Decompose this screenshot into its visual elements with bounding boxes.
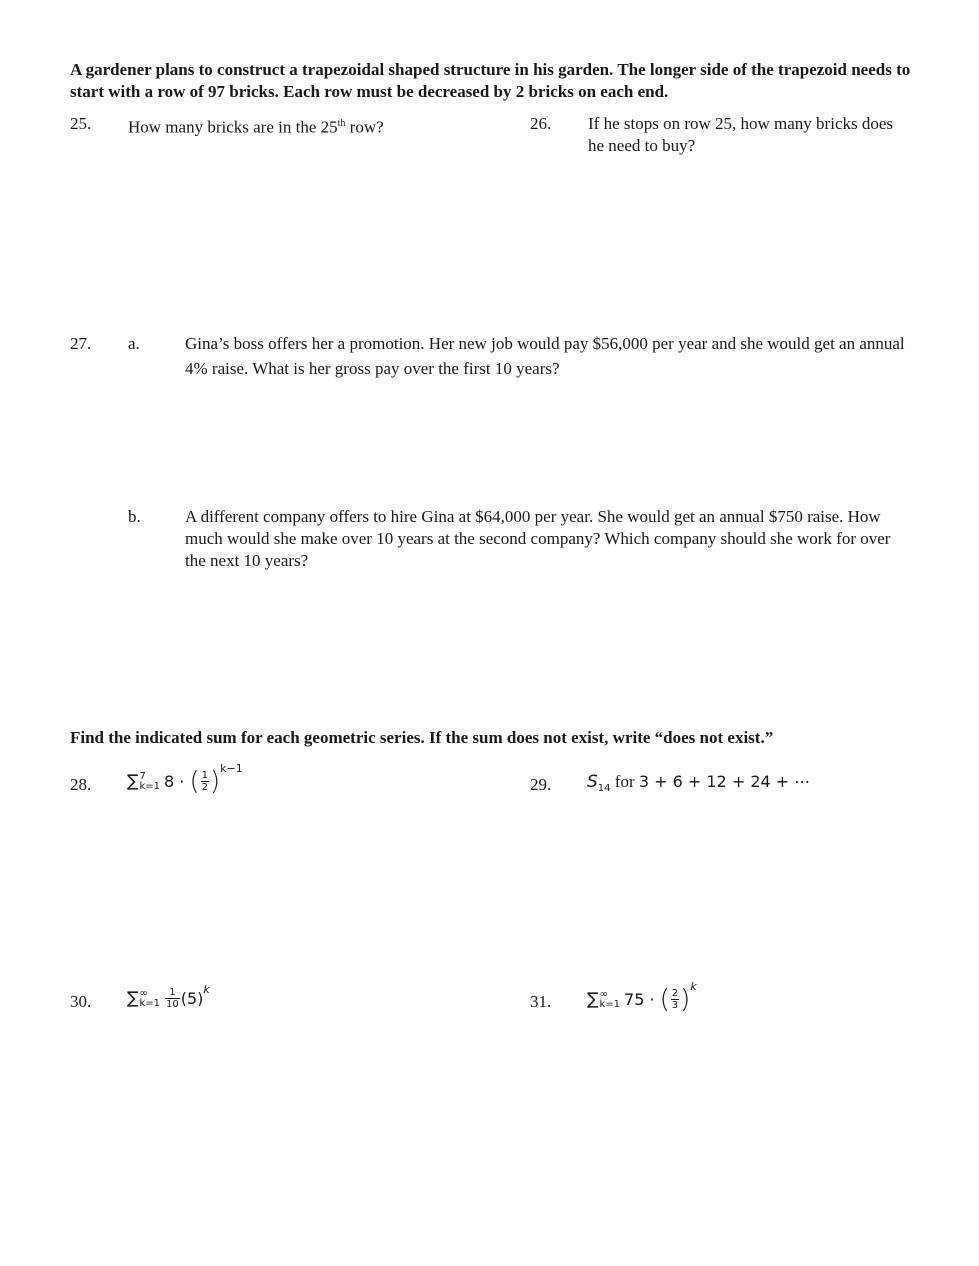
question-27b-text: A different company offers to hire Gina at $64,000 per year. She would get an annual $750 raise. How much would she make over 10 years at the second company? Which company should she work for over the next 10 years?	[185, 507, 891, 570]
q30-frac-den: 10	[166, 999, 179, 1010]
q31-lower-limit: k=1	[599, 998, 621, 1010]
question-26-number: 26.	[530, 114, 552, 133]
q28-exponent: k−1	[220, 762, 243, 775]
gardener-intro: A gardener plans to construct a trapezoidal shaped structure in his garden. The longer side of the trapezoid needs to start with a row of 97 bricks. Each row must be decreased by 2 bricks on each end.	[70, 60, 911, 101]
question-25-text	[128, 113, 498, 139]
question-27-number: 27.	[70, 334, 92, 353]
q29-s-subscript: 14	[597, 783, 611, 794]
q31-coefficient: 75 ·	[624, 990, 655, 1009]
question-30-expression	[127, 983, 210, 1010]
q28-frac-num: 1	[201, 770, 208, 781]
question-29-expression	[587, 772, 810, 794]
question-30-number: 30.	[70, 992, 92, 1011]
question-28-expression: ∑ 7 k=1 8 · ( $\frac{1}{2}$ )$^{k-1}$	[127, 762, 243, 797]
question-28-number: 28.	[70, 775, 92, 794]
question-27b-label: b.	[128, 507, 141, 526]
question-26-text: If he stops on row 25, how many bricks does he need to buy?	[588, 114, 894, 155]
q28-lower-limit: k=1	[139, 780, 161, 792]
q25-text-before: How many bricks are in the 25	[128, 117, 338, 137]
sigma-symbol: ∑	[587, 989, 599, 1010]
q31-exponent: k	[690, 980, 697, 993]
q28-upper-limit: 7	[139, 770, 146, 782]
question-31-number: 31.	[530, 992, 552, 1011]
question-31-expression: ∑ ∞ k=1 75 · ( $\frac{2}{3}$ )$^k$	[587, 980, 697, 1015]
q25-text-after: row?	[345, 117, 384, 137]
q29-s-symbol: S	[587, 772, 598, 792]
q28-coefficient: 8 ·	[164, 772, 185, 791]
question-27a-text: Gina’s boss offers her a promotion. Her new job would pay $56,000 per year and she would get an annual 4% raise. What is her gross pay over the first 10 years?	[185, 334, 905, 378]
sigma-symbol: ∑	[127, 771, 139, 792]
q30-lower-limit: k=1	[139, 997, 161, 1009]
question-27a-label: a.	[128, 334, 140, 353]
q29-series: 3 + 6 + 12 + 24 + ⋯	[638, 772, 811, 791]
q28-frac-den: 2	[201, 782, 208, 793]
q30-frac-num: 1	[165, 987, 180, 999]
q30-upper-limit: ∞	[139, 987, 148, 999]
q31-upper-limit: ∞	[599, 988, 608, 1000]
q31-frac-num: 2	[671, 988, 679, 999]
question-29-number: 29.	[530, 775, 552, 794]
q29-word: for	[614, 772, 635, 791]
q30-base: (5)	[180, 989, 204, 1008]
sigma-symbol: ∑	[127, 988, 139, 1009]
geometric-series-intro: Find the indicated sum for each geometric series. If the sum does not exist, write “does not exist.”	[70, 728, 774, 747]
q30-exponent: k	[203, 983, 210, 996]
q25-superscript: th	[337, 118, 346, 129]
question-25-number: 25.	[70, 114, 92, 133]
q31-frac-den: 3	[671, 1000, 679, 1011]
